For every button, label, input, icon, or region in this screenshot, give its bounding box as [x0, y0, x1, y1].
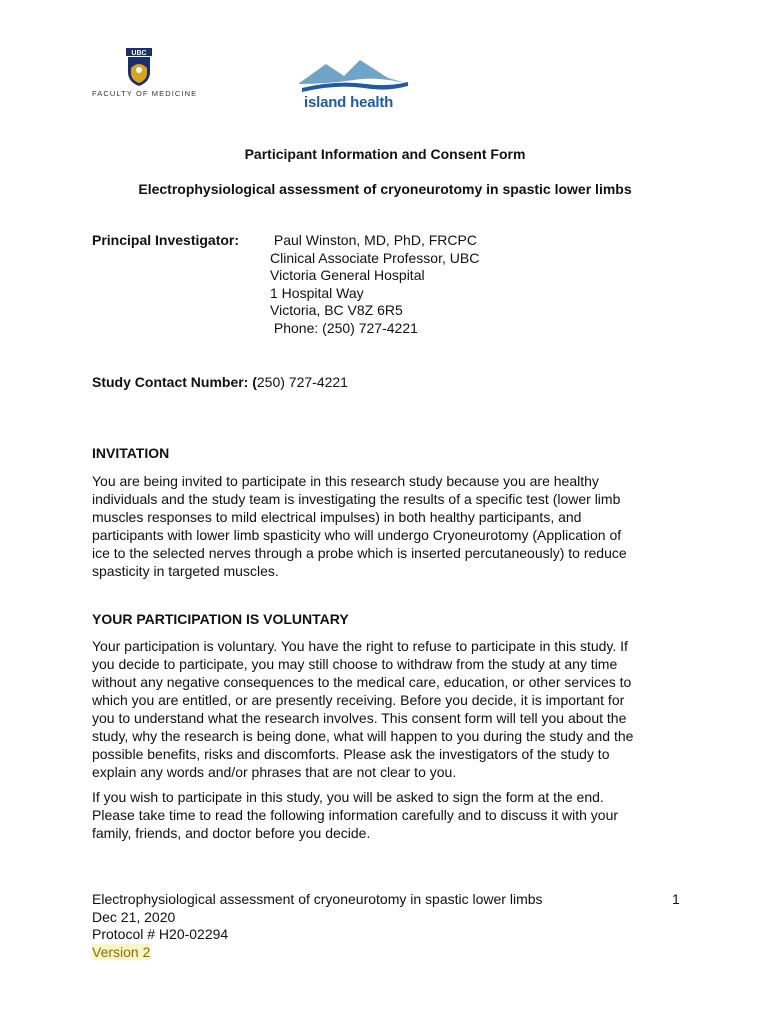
voluntary-paragraph-2	[92, 788, 692, 842]
invitation-paragraph	[92, 472, 692, 580]
investigator-line: Victoria, BC V8Z 6R5	[270, 302, 403, 318]
voluntary-paragraph	[92, 637, 692, 781]
paragraph-line: study, why the research is being done, what will happen to you during the study and the	[92, 728, 634, 744]
page-footer	[92, 891, 543, 961]
form-title: Participant Information and Consent Form	[244, 146, 526, 162]
paragraph-line: muscles responses to mild electrical impulses) in both healthy participants, and	[92, 509, 582, 525]
paragraph-line: If you wish to participate in this study, you will be asked to sign the form at the end.	[92, 789, 604, 805]
paragraph-line: without any negative consequences to the medical care, education, or other services to	[92, 674, 632, 690]
paragraph-line: individuals and the study team is investigating the results of a specific test (lower limb	[92, 491, 621, 507]
paragraph-line: you to understand what the research involves. This consent form will tell you about the	[92, 710, 627, 726]
footer-date: Dec 21, 2020	[92, 908, 176, 925]
investigator-line: Victoria General Hospital	[270, 267, 425, 283]
paragraph-line: possible benefits, risks and discomforts. Please ask the investigators of the study to	[92, 746, 610, 762]
investigator-label: Principal Investigator:	[92, 232, 240, 248]
paragraph-line: family, friends, and doctor before you decide.	[92, 825, 371, 841]
investigator-line: Phone: (250) 727-4221	[270, 319, 418, 336]
paragraph-line: you decide to participate, you may still choose to withdraw from the study at any time	[92, 656, 618, 672]
page-number: 1	[672, 891, 680, 907]
invitation-heading: INVITATION	[92, 445, 170, 461]
mountain-shape	[298, 60, 410, 84]
wave-shape	[302, 82, 408, 92]
paragraph-line: Your participation is voluntary. You have the right to refuse to participate in this study. If	[92, 638, 628, 654]
paragraph-line: Please take time to read the following information carefully and to discuss it with your	[92, 807, 619, 823]
investigator-line: 1 Hospital Way	[270, 284, 364, 301]
svg-text:UBC: UBC	[131, 50, 147, 57]
ubc-faculty-text: FACULTY OF MEDICINE	[92, 89, 198, 98]
investigator-details	[270, 232, 479, 337]
study-title: Electrophysiological assessment of cryoneurotomy in spastic lower limbs	[138, 181, 632, 197]
paragraph-line: explain any words and/or phrases that are not clear to you.	[92, 764, 457, 780]
voluntary-heading: YOUR PARTICIPATION IS VOLUNTARY	[92, 611, 349, 627]
paragraph-line: ice to the selected nerves through a probe which is inserted percutaneously) to reduce	[92, 545, 627, 561]
investigator-line: Paul Winston, MD, PhD, FRCPC	[270, 232, 477, 248]
paragraph-line: participants with lower limb spasticity who will undergo Cryoneurotomy (Application of	[92, 527, 622, 543]
footer-study-title: Electrophysiological assessment of cryoneurotomy in spastic lower limbs	[92, 891, 543, 907]
paragraph-line: spasticity in targeted muscles.	[92, 563, 279, 579]
footer-version: Version 2	[92, 943, 151, 960]
island-health-wordmark: island health	[304, 94, 394, 111]
study-contact	[92, 374, 348, 390]
investigator-line: Clinical Associate Professor, UBC	[270, 249, 480, 266]
paragraph-line: You are being invited to participate in this research study because you are healthy	[92, 473, 599, 489]
contact-number: 250) 727-4221	[256, 374, 348, 390]
footer-protocol: Protocol # H20-02294	[92, 926, 229, 942]
contact-label: Study Contact Number: (	[92, 374, 257, 390]
paragraph-line: which you are entitled, or are presently receiving. Before you decide, it is important for	[92, 692, 625, 708]
